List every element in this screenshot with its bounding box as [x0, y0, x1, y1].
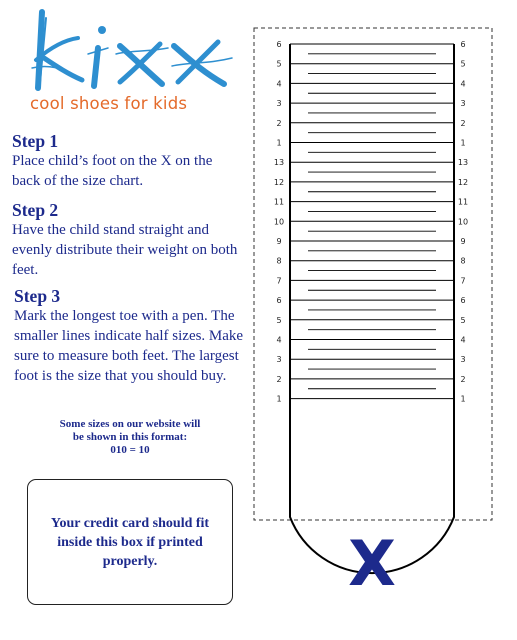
step-2-body: Have the child stand straight and evenly distribute their weight on both feet. [12, 222, 238, 278]
size-label-left: 9 [276, 237, 282, 246]
size-note-line-2: be shown in this format: [72, 431, 188, 443]
size-note-line-3: 010 = 10 [110, 444, 150, 456]
size-label-left: 1 [276, 138, 282, 148]
size-label-right: 4 [460, 79, 466, 89]
size-label-right: 2 [460, 118, 466, 128]
size-label-right: 9 [460, 237, 466, 246]
step-2-title: Step 2 [12, 200, 59, 220]
credit-card-box-text: Your credit card should fit inside this box if printed properly. [50, 515, 210, 569]
step-3-title: Step 3 [14, 286, 61, 306]
size-label-left: 5 [276, 315, 282, 325]
size-label-left: 10 [273, 217, 285, 227]
size-label-left: 2 [276, 118, 282, 128]
brand-tagline: cool shoes for kids [30, 94, 188, 113]
size-note-line-1: Some sizes on our website will [59, 418, 201, 430]
foot-outline [290, 44, 454, 573]
size-label-right: 8 [460, 256, 466, 266]
size-label-right: 1 [460, 138, 466, 148]
size-label-left: 4 [276, 79, 282, 89]
size-label-right: 5 [460, 315, 466, 325]
step-1-title: Step 1 [12, 131, 59, 151]
size-label-right: 4 [460, 335, 466, 345]
size-label-right: 5 [460, 59, 466, 69]
size-label-left: 13 [273, 158, 285, 168]
size-label-left: 3 [276, 99, 282, 109]
step-1-body: Place child’s foot on the X on the back of the size chart. [12, 153, 213, 189]
size-label-right: 3 [460, 99, 466, 109]
size-label-right: 2 [460, 374, 466, 384]
size-label-left: 11 [273, 197, 285, 207]
size-label-right: 12 [457, 177, 469, 187]
size-label-right: 10 [457, 217, 469, 227]
size-label-left: 6 [276, 40, 282, 49]
size-label-right: 13 [457, 158, 469, 168]
step-3-body: Mark the longest toe with a pen. The smaller lines indicate half sizes. Make sure to measure both feet. The largest foot is the size that you should buy. [14, 308, 244, 384]
size-label-right: 7 [460, 276, 466, 286]
foot-placement-x-mark: X [348, 527, 396, 600]
size-label-right: 3 [460, 355, 466, 365]
size-label-left: 1 [276, 394, 282, 404]
size-label-right: 6 [460, 40, 466, 49]
size-label-left: 4 [276, 335, 282, 345]
size-label-left: 7 [276, 276, 282, 286]
size-label-left: 5 [276, 59, 282, 69]
size-label-left: 8 [276, 256, 282, 266]
size-label-left: 12 [273, 177, 285, 187]
size-label-right: 11 [457, 197, 469, 207]
size-label-right: 1 [460, 394, 466, 404]
size-label-left: 2 [276, 374, 282, 384]
size-label-right: 6 [460, 296, 466, 306]
size-label-left: 6 [276, 296, 282, 306]
size-label-left: 3 [276, 355, 282, 365]
